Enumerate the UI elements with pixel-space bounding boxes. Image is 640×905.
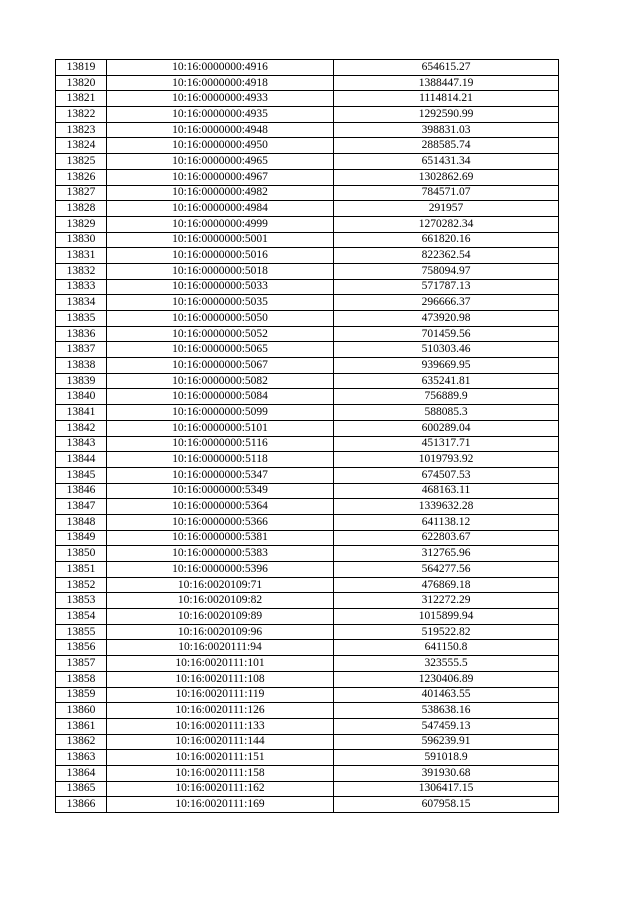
value-cell: 312765.96	[334, 546, 559, 562]
cadastral-number-cell: 10:16:0000000:5052	[107, 326, 334, 342]
row-number-cell: 13832	[56, 263, 107, 279]
row-number-cell: 13851	[56, 562, 107, 578]
table-row	[56, 358, 559, 374]
table-row	[56, 687, 559, 703]
cadastral-number-cell: 10:16:0000000:4935	[107, 107, 334, 123]
row-number-cell: 13853	[56, 593, 107, 609]
value-cell: 564277.56	[334, 562, 559, 578]
table-row	[56, 765, 559, 781]
row-number-cell: 13842	[56, 420, 107, 436]
row-number-cell: 13820	[56, 75, 107, 91]
table-row	[56, 452, 559, 468]
table-row	[56, 562, 559, 578]
value-cell: 588085.3	[334, 405, 559, 421]
value-cell: 323555.5	[334, 656, 559, 672]
cadastral-number-cell: 10:16:0020111:108	[107, 671, 334, 687]
table-row	[56, 467, 559, 483]
value-cell: 1015899.94	[334, 609, 559, 625]
table-row	[56, 405, 559, 421]
table-row	[56, 373, 559, 389]
cadastral-number-cell: 10:16:0020111:126	[107, 703, 334, 719]
value-cell: 1019793.92	[334, 452, 559, 468]
table-row	[56, 232, 559, 248]
cadastral-number-cell: 10:16:0000000:5396	[107, 562, 334, 578]
row-number-cell: 13828	[56, 201, 107, 217]
table-row	[56, 185, 559, 201]
value-cell: 291957	[334, 201, 559, 217]
table-row	[56, 656, 559, 672]
row-number-cell: 13859	[56, 687, 107, 703]
table-row	[56, 734, 559, 750]
value-cell: 1388447.19	[334, 75, 559, 91]
value-cell: 296666.37	[334, 295, 559, 311]
table-row	[56, 750, 559, 766]
row-number-cell: 13864	[56, 765, 107, 781]
cadastral-number-cell: 10:16:0020111:94	[107, 640, 334, 656]
table-row	[56, 624, 559, 640]
value-cell: 1302862.69	[334, 169, 559, 185]
cadastral-number-cell: 10:16:0000000:5035	[107, 295, 334, 311]
table-row	[56, 295, 559, 311]
cadastral-number-cell: 10:16:0020111:133	[107, 718, 334, 734]
row-number-cell: 13861	[56, 718, 107, 734]
cadastral-number-cell: 10:16:0020111:101	[107, 656, 334, 672]
table-row	[56, 797, 559, 813]
table-row	[56, 60, 559, 76]
cadastral-number-cell: 10:16:0000000:5050	[107, 311, 334, 327]
row-number-cell: 13845	[56, 467, 107, 483]
value-cell: 1306417.15	[334, 781, 559, 797]
cadastral-number-cell: 10:16:0020109:71	[107, 577, 334, 593]
row-number-cell: 13822	[56, 107, 107, 123]
row-number-cell: 13840	[56, 389, 107, 405]
table-row	[56, 342, 559, 358]
value-cell: 596239.91	[334, 734, 559, 750]
value-cell: 674507.53	[334, 467, 559, 483]
cadastral-number-cell: 10:16:0000000:5101	[107, 420, 334, 436]
cadastral-number-cell: 10:16:0000000:4950	[107, 138, 334, 154]
table-row	[56, 671, 559, 687]
row-number-cell: 13865	[56, 781, 107, 797]
value-cell: 312272.29	[334, 593, 559, 609]
value-cell: 571787.13	[334, 279, 559, 295]
cadastral-number-cell: 10:16:0000000:5381	[107, 530, 334, 546]
row-number-cell: 13844	[56, 452, 107, 468]
row-number-cell: 13852	[56, 577, 107, 593]
value-cell: 701459.56	[334, 326, 559, 342]
cadastral-number-cell: 10:16:0000000:5118	[107, 452, 334, 468]
table-row	[56, 436, 559, 452]
value-cell: 510303.46	[334, 342, 559, 358]
value-cell: 635241.81	[334, 373, 559, 389]
table-row	[56, 311, 559, 327]
table-row	[56, 781, 559, 797]
table-row	[56, 593, 559, 609]
row-number-cell: 13857	[56, 656, 107, 672]
row-number-cell: 13821	[56, 91, 107, 107]
cadastral-number-cell: 10:16:0000000:5364	[107, 499, 334, 515]
row-number-cell: 13856	[56, 640, 107, 656]
value-cell: 622803.67	[334, 530, 559, 546]
value-cell: 451317.71	[334, 436, 559, 452]
value-cell: 398831.03	[334, 122, 559, 138]
cadastral-number-cell: 10:16:0020109:96	[107, 624, 334, 640]
row-number-cell: 13826	[56, 169, 107, 185]
cadastral-number-cell: 10:16:0000000:4984	[107, 201, 334, 217]
table-row	[56, 75, 559, 91]
table-row	[56, 420, 559, 436]
cadastral-number-cell: 10:16:0000000:5033	[107, 279, 334, 295]
value-cell: 600289.04	[334, 420, 559, 436]
data-table	[55, 59, 559, 813]
table-row	[56, 499, 559, 515]
row-number-cell: 13841	[56, 405, 107, 421]
row-number-cell: 13846	[56, 483, 107, 499]
row-number-cell: 13854	[56, 609, 107, 625]
table-row	[56, 546, 559, 562]
cadastral-number-cell: 10:16:0000000:4982	[107, 185, 334, 201]
value-cell: 607958.15	[334, 797, 559, 813]
cadastral-number-cell: 10:16:0000000:4965	[107, 154, 334, 170]
row-number-cell: 13838	[56, 358, 107, 374]
value-cell: 784571.07	[334, 185, 559, 201]
value-cell: 538638.16	[334, 703, 559, 719]
row-number-cell: 13833	[56, 279, 107, 295]
value-cell: 756889.9	[334, 389, 559, 405]
value-cell: 288585.74	[334, 138, 559, 154]
table-row	[56, 718, 559, 734]
table-row	[56, 122, 559, 138]
value-cell: 1292590.99	[334, 107, 559, 123]
value-cell: 591018.9	[334, 750, 559, 766]
table-row	[56, 640, 559, 656]
table-row	[56, 514, 559, 530]
row-number-cell: 13835	[56, 311, 107, 327]
cadastral-number-cell: 10:16:0000000:4916	[107, 60, 334, 76]
value-cell: 391930.68	[334, 765, 559, 781]
cadastral-number-cell: 10:16:0000000:4948	[107, 122, 334, 138]
row-number-cell: 13824	[56, 138, 107, 154]
value-cell: 661820.16	[334, 232, 559, 248]
row-number-cell: 13850	[56, 546, 107, 562]
row-number-cell: 13829	[56, 216, 107, 232]
value-cell: 822362.54	[334, 248, 559, 264]
row-number-cell: 13866	[56, 797, 107, 813]
cadastral-number-cell: 10:16:0000000:4999	[107, 216, 334, 232]
table-body	[56, 60, 559, 813]
table-row	[56, 609, 559, 625]
row-number-cell: 13862	[56, 734, 107, 750]
value-cell: 641150.8	[334, 640, 559, 656]
row-number-cell: 13863	[56, 750, 107, 766]
row-number-cell: 13819	[56, 60, 107, 76]
table-row	[56, 279, 559, 295]
row-number-cell: 13827	[56, 185, 107, 201]
value-cell: 1339632.28	[334, 499, 559, 515]
table-row	[56, 91, 559, 107]
row-number-cell: 13825	[56, 154, 107, 170]
row-number-cell: 13830	[56, 232, 107, 248]
cadastral-number-cell: 10:16:0020111:162	[107, 781, 334, 797]
value-cell: 476869.18	[334, 577, 559, 593]
table-row	[56, 138, 559, 154]
cadastral-number-cell: 10:16:0000000:5366	[107, 514, 334, 530]
value-cell: 519522.82	[334, 624, 559, 640]
cadastral-number-cell: 10:16:0000000:5001	[107, 232, 334, 248]
table-row	[56, 483, 559, 499]
row-number-cell: 13860	[56, 703, 107, 719]
table-row	[56, 703, 559, 719]
cadastral-number-cell: 10:16:0000000:5116	[107, 436, 334, 452]
value-cell: 1270282.34	[334, 216, 559, 232]
row-number-cell: 13849	[56, 530, 107, 546]
cadastral-number-cell: 10:16:0000000:5347	[107, 467, 334, 483]
table-row	[56, 326, 559, 342]
row-number-cell: 13834	[56, 295, 107, 311]
value-cell: 641138.12	[334, 514, 559, 530]
table-row	[56, 530, 559, 546]
cadastral-number-cell: 10:16:0020111:119	[107, 687, 334, 703]
cadastral-number-cell: 10:16:0020111:151	[107, 750, 334, 766]
cadastral-number-cell: 10:16:0000000:5349	[107, 483, 334, 499]
table-row	[56, 169, 559, 185]
cadastral-number-cell: 10:16:0000000:5016	[107, 248, 334, 264]
row-number-cell: 13843	[56, 436, 107, 452]
table-row	[56, 154, 559, 170]
table-row	[56, 216, 559, 232]
cadastral-number-cell: 10:16:0020111:158	[107, 765, 334, 781]
table-row	[56, 201, 559, 217]
row-number-cell: 13848	[56, 514, 107, 530]
value-cell: 651431.34	[334, 154, 559, 170]
cadastral-number-cell: 10:16:0000000:5099	[107, 405, 334, 421]
row-number-cell: 13837	[56, 342, 107, 358]
value-cell: 468163.11	[334, 483, 559, 499]
cadastral-number-cell: 10:16:0000000:4933	[107, 91, 334, 107]
cadastral-number-cell: 10:16:0020109:82	[107, 593, 334, 609]
cadastral-number-cell: 10:16:0000000:4967	[107, 169, 334, 185]
value-cell: 939669.95	[334, 358, 559, 374]
cadastral-number-cell: 10:16:0000000:5084	[107, 389, 334, 405]
cadastral-number-cell: 10:16:0000000:5067	[107, 358, 334, 374]
cadastral-number-cell: 10:16:0000000:5065	[107, 342, 334, 358]
value-cell: 547459.13	[334, 718, 559, 734]
row-number-cell: 13855	[56, 624, 107, 640]
table-row	[56, 107, 559, 123]
cadastral-number-cell: 10:16:0000000:5082	[107, 373, 334, 389]
row-number-cell: 13839	[56, 373, 107, 389]
cadastral-number-cell: 10:16:0000000:5018	[107, 263, 334, 279]
value-cell: 401463.55	[334, 687, 559, 703]
value-cell: 473920.98	[334, 311, 559, 327]
row-number-cell: 13831	[56, 248, 107, 264]
table-row	[56, 248, 559, 264]
value-cell: 1114814.21	[334, 91, 559, 107]
cadastral-number-cell: 10:16:0000000:4918	[107, 75, 334, 91]
row-number-cell: 13823	[56, 122, 107, 138]
table-row	[56, 263, 559, 279]
cadastral-number-cell: 10:16:0000000:5383	[107, 546, 334, 562]
cadastral-number-cell: 10:16:0020111:169	[107, 797, 334, 813]
row-number-cell: 13847	[56, 499, 107, 515]
table-row	[56, 389, 559, 405]
value-cell: 1230406.89	[334, 671, 559, 687]
row-number-cell: 13858	[56, 671, 107, 687]
row-number-cell: 13836	[56, 326, 107, 342]
cadastral-number-cell: 10:16:0020109:89	[107, 609, 334, 625]
table-row	[56, 577, 559, 593]
value-cell: 758094.97	[334, 263, 559, 279]
value-cell: 654615.27	[334, 60, 559, 76]
cadastral-number-cell: 10:16:0020111:144	[107, 734, 334, 750]
